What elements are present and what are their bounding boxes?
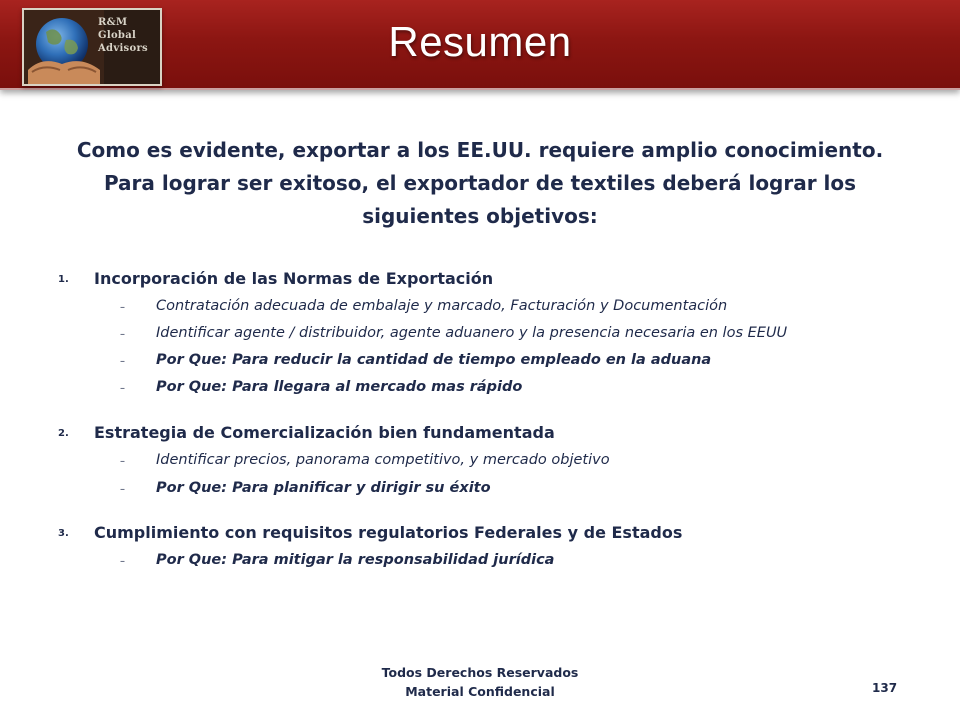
page-number: 137 — [872, 681, 898, 695]
dash-bullet: – — [120, 484, 125, 495]
item-text: Por Que: Para planificar y dirigir su éxito — [156, 480, 491, 496]
list-item — [120, 379, 522, 395]
dash-bullet: – — [120, 383, 125, 394]
section-title: Incorporación de las Normas de Exportación — [94, 269, 494, 288]
item-text: Por Que: Para llegara al mercado mas rápido — [156, 379, 523, 395]
footer-confidential: Material Confidencial — [405, 684, 555, 699]
section-number: 3. — [58, 528, 69, 539]
logo-line-1: R&M — [98, 17, 128, 28]
section-number: 2. — [58, 428, 69, 439]
dash-bullet: – — [120, 556, 125, 567]
footer-rights: Todos Derechos Reservados — [381, 665, 579, 680]
item-text: Por Que: Para reducir la cantidad de tiempo empleado en la aduana — [156, 352, 712, 368]
list-item — [120, 352, 711, 368]
title-bar — [0, 0, 960, 90]
section-number: 1. — [58, 274, 69, 285]
intro-line-2: Para lograr ser exitoso, el exportador de textiles deberá lograr los siguientes objetivos: — [103, 171, 857, 228]
section-title: Estrategia de Comercialización bien fundamentada — [94, 423, 555, 442]
item-text: Identificar precios, panorama competitivo, y mercado objetivo — [156, 452, 610, 468]
slide-title: Resumen — [388, 18, 572, 65]
item-text: Identificar agente / distribuidor, agente aduanero y la presencia necesaria en los EEUU — [156, 325, 788, 341]
list-item-section-2 — [58, 423, 555, 442]
list-item — [120, 552, 554, 568]
dash-bullet: – — [120, 302, 125, 313]
list-item — [120, 325, 787, 341]
list-item — [120, 480, 491, 496]
dash-bullet: – — [120, 329, 125, 340]
list-item — [120, 298, 727, 314]
list-item-section-3 — [58, 523, 682, 542]
footer — [330, 663, 630, 701]
logo-line-3: Advisors — [98, 43, 148, 54]
intro-paragraph — [60, 134, 900, 233]
section-title: Cumplimiento con requisitos regulatorios Federales y de Estados — [94, 523, 683, 542]
list-item-section-1 — [58, 269, 493, 288]
dash-bullet: – — [120, 456, 125, 467]
logo-line-2: Global — [98, 30, 137, 41]
item-text: Por Que: Para mitigar la responsabilidad jurídica — [156, 552, 555, 568]
dash-bullet: – — [120, 356, 125, 367]
intro-line-1: Como es evidente, exportar a los EE.UU. requiere amplio conocimiento. — [76, 138, 884, 162]
list-item — [120, 452, 610, 468]
item-text: Contratación adecuada de embalaje y marcado, Facturación y Documentación — [156, 298, 728, 314]
